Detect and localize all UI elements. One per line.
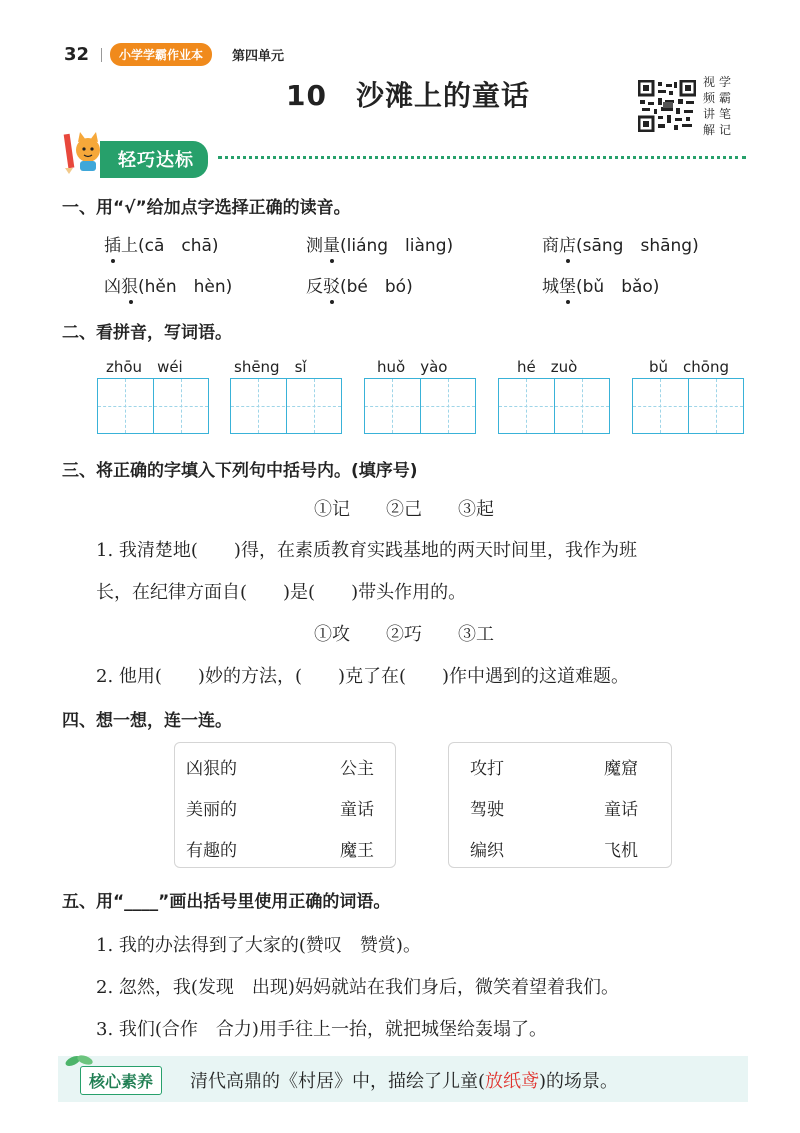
core-text-before: 清代高鼎的《村居》中，描绘了儿童( xyxy=(190,1071,486,1092)
brand-badge: 小学学霸作业本 xyxy=(110,43,212,66)
q1-option[interactable]: 插上(cā chā) xyxy=(104,236,219,256)
match-word[interactable]: 魔窟 xyxy=(604,759,638,779)
emphasis-dot xyxy=(330,300,334,304)
writing-grid[interactable] xyxy=(632,378,744,434)
emphasis-dot xyxy=(566,300,570,304)
q3-sentence-1-line-1: 1. 我清楚地( )得，在素质教育实践基地的两天时间里，我作为班 xyxy=(96,540,637,561)
emphasis-dot xyxy=(330,259,334,263)
qr-code-icon[interactable] xyxy=(638,80,696,132)
q1-option[interactable]: 凶狠(hěn hèn) xyxy=(104,277,233,297)
writing-grid[interactable] xyxy=(97,378,209,434)
emphasis-dot xyxy=(111,259,115,263)
match-word[interactable]: 凶狠的 xyxy=(186,759,237,779)
match-word[interactable]: 童话 xyxy=(604,800,638,820)
pinyin-label: zhōu wéi xyxy=(106,358,183,376)
q3-sentence-2: 2. 他用( )妙的方法，( )克了在( )作中遇到的这道难题。 xyxy=(96,666,630,687)
emphasis-dot xyxy=(129,300,133,304)
q5-sentence-1[interactable]: 1. 我的办法得到了大家的(赞叹 赞赏)。 xyxy=(96,935,421,956)
q3-heading: 三、将正确的字填入下列句中括号内。(填序号) xyxy=(62,461,418,481)
banner-dotted-rule xyxy=(218,156,746,159)
match-word[interactable]: 有趣的 xyxy=(186,841,237,861)
page-number: 32 xyxy=(64,44,90,65)
match-word[interactable]: 飞机 xyxy=(604,841,638,861)
core-literacy-text xyxy=(190,1067,618,1093)
section-banner: 轻巧达标 xyxy=(100,141,208,178)
header-separator xyxy=(101,48,102,62)
q2-heading: 二、看拼音，写词语。 xyxy=(62,323,232,343)
match-word[interactable]: 童话 xyxy=(340,800,374,820)
writing-grid[interactable] xyxy=(498,378,610,434)
lesson-title: 10 沙滩上的童话 xyxy=(286,79,530,112)
q5-heading: 五、用“____”画出括号里使用正确的词语。 xyxy=(62,892,391,912)
cartoon-cat-pencil-icon xyxy=(62,128,104,174)
emphasis-dot xyxy=(566,259,570,263)
unit-label: 第四单元 xyxy=(232,49,285,64)
pinyin-label: hé zuò xyxy=(517,358,578,376)
q3-sentence-1-line-2: 长，在纪律方面自( )是( )带头作用的。 xyxy=(96,582,467,603)
pinyin-label: bǔ chōng xyxy=(649,358,729,376)
match-word[interactable]: 编织 xyxy=(470,841,504,861)
match-word[interactable]: 驾驶 xyxy=(470,800,504,820)
core-text-after: )的场景。 xyxy=(539,1071,619,1092)
match-word[interactable]: 公主 xyxy=(340,759,374,779)
match-word[interactable]: 魔王 xyxy=(340,841,374,861)
match-word[interactable]: 攻打 xyxy=(470,759,504,779)
q4-heading: 四、想一想，连一连。 xyxy=(62,711,232,731)
core-literacy-label: 核心素养 xyxy=(80,1066,162,1095)
q1-option[interactable]: 反驳(bé bó) xyxy=(306,277,413,297)
q1-heading: 一、用“√”给加点字选择正确的读音。 xyxy=(62,198,351,218)
match-word[interactable]: 美丽的 xyxy=(186,800,237,820)
writing-grid[interactable] xyxy=(364,378,476,434)
qr-caption-notes: 学霸笔记 xyxy=(718,75,731,137)
q5-sentence-3[interactable]: 3. 我们(合作 合力)用手往上一抬，就把城堡给轰塌了。 xyxy=(96,1019,547,1040)
q1-option[interactable]: 测量(liáng liàng) xyxy=(306,236,454,256)
q1-option[interactable]: 城堡(bǔ bǎo) xyxy=(542,277,660,297)
pinyin-label: huǒ yào xyxy=(377,358,448,376)
pinyin-label: shēng sǐ xyxy=(234,358,307,376)
core-answer: 放纸鸢 xyxy=(485,1071,540,1092)
writing-grid[interactable] xyxy=(230,378,342,434)
q3-choices-1: ①记 ②己 ③起 xyxy=(314,499,494,520)
qr-caption-video: 视频讲解 xyxy=(702,75,715,137)
q1-option[interactable]: 商店(sāng shāng) xyxy=(542,236,699,256)
q3-choices-2: ①攻 ②巧 ③工 xyxy=(314,624,494,645)
q5-sentence-2[interactable]: 2. 忽然，我(发现 出现)妈妈就站在我们身后，微笑着望着我们。 xyxy=(96,977,619,998)
